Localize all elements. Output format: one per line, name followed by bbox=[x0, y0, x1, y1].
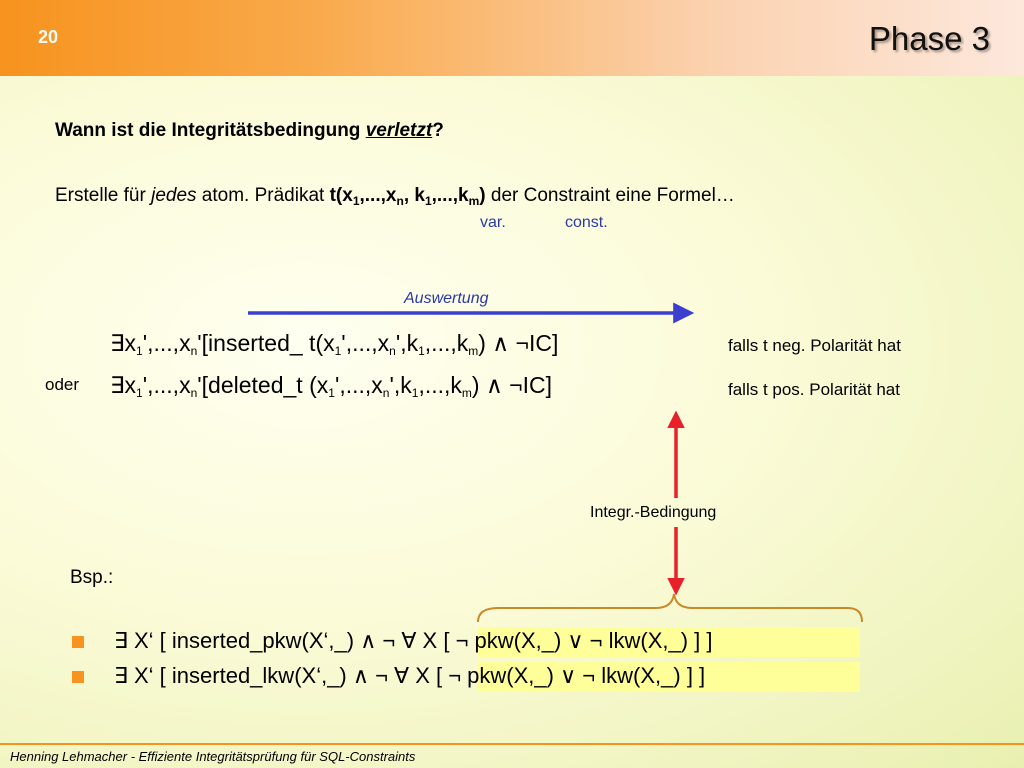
condition-pos: falls t pos. Polarität hat bbox=[728, 380, 900, 399]
question-heading: Wann ist die Integritätsbedingung verletzt? bbox=[55, 120, 444, 141]
footer-divider bbox=[0, 743, 1024, 745]
formula-deleted: $\exists x_1',...,x_n'[deleted\_t$ $(x_1',...,x_n',k_1,...,k_m)$ ∧ ¬IC] bbox=[110, 372, 552, 400]
oder-label: oder bbox=[45, 375, 80, 394]
slide-number: 20 bbox=[38, 27, 59, 47]
note-const: const. bbox=[565, 214, 608, 231]
arrow-label-auswertung: Auswertung bbox=[404, 290, 489, 307]
formula-inserted: $\exists x_1',...,x_n'[inserted\_$ $t(x_1',...,x_n',k_1,...,k_m)$ ∧ ¬IC] bbox=[110, 330, 559, 358]
predicate: $t(x_1,...,x_n$, $k_1,...,k_m$) bbox=[329, 185, 486, 208]
example-heading: Bsp.: bbox=[70, 567, 114, 588]
footer-text: Henning Lehmacher - Effiziente Integritätsprüfung für SQL-Constraints bbox=[10, 749, 416, 764]
example-2: ∃ X‘ [ inserted_lkw(X‘,_) ∧ ¬ ∀ X [ ¬ pkw(X,_) ∨ ¬ lkw(X,_) ] ] bbox=[114, 663, 706, 688]
curly-brace-icon bbox=[478, 594, 862, 622]
example-1: ∃ X‘ [ inserted_pkw(X‘,_) ∧ ¬ ∀ X [ ¬ pkw(X,_) ∨ ¬ lkw(X,_) ] ] bbox=[114, 628, 713, 653]
condition-neg: falls t neg. Polarität hat bbox=[728, 336, 901, 355]
note-var: var. bbox=[480, 214, 506, 231]
instruction-text: Erstelle für jedes atom. Prädikat $t(x_1,...,x_n$, $k_1,...,k_m$) der Constraint eine Formel… bbox=[55, 185, 735, 208]
integrity-constraint-label: Integr.-Bedingung bbox=[590, 504, 717, 521]
emphasis-verletzt: verletzt bbox=[365, 120, 433, 141]
slide-title: Phase 3 bbox=[868, 20, 990, 57]
